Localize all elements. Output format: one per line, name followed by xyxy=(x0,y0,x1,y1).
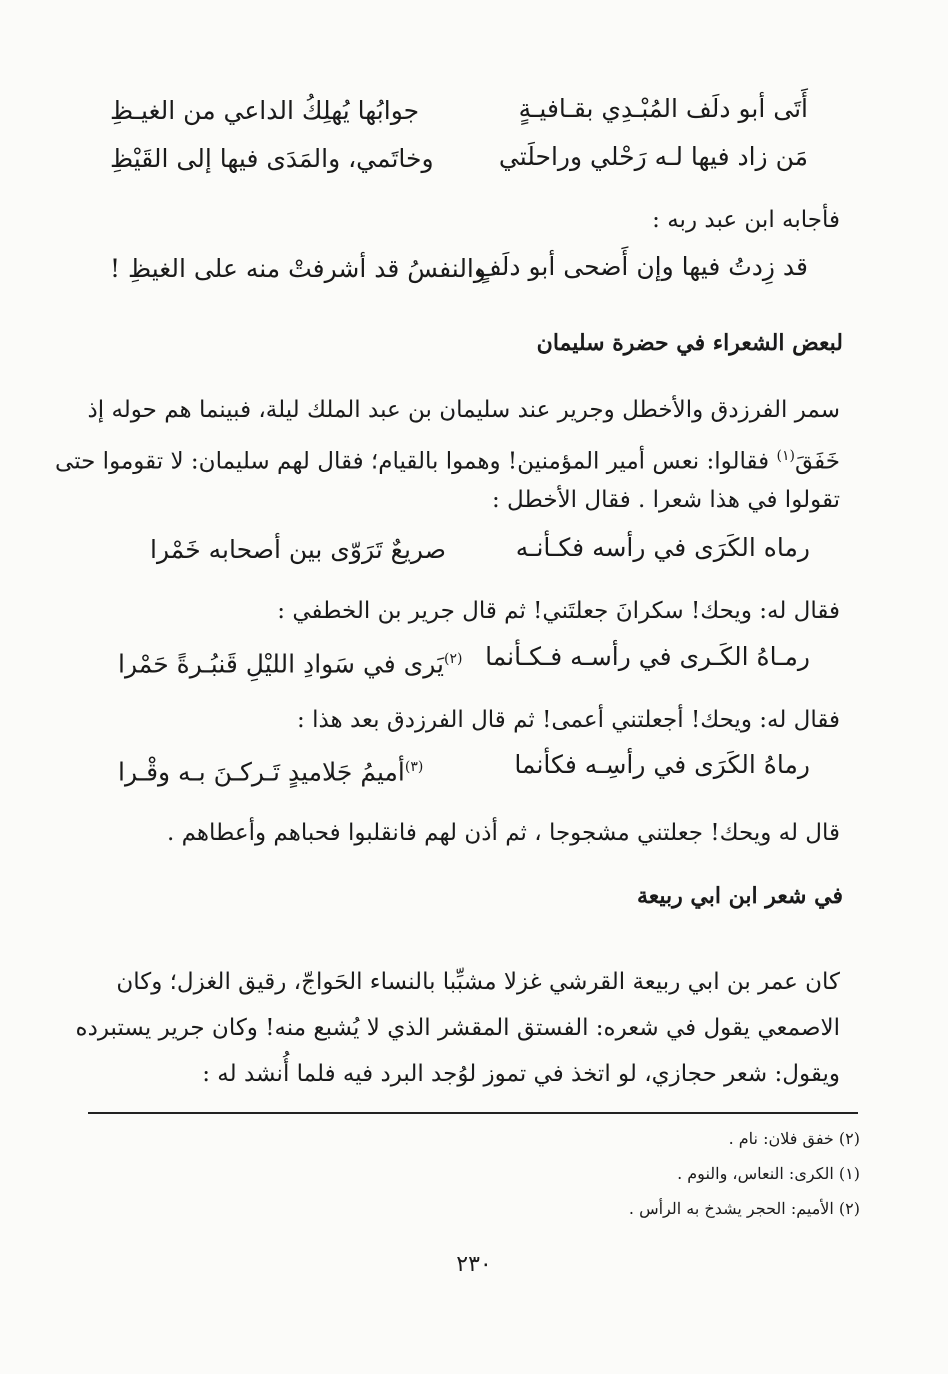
paragraph-line xyxy=(55,439,840,479)
paragraph-line: تقولوا في هذا شعرا . فقال الأخطل : xyxy=(492,487,840,513)
paragraph-text: فقالوا: نعس أمير المؤمنين! وهموا بالقيام؛ فقال لهم سليمان: لا تقوموا حتى xyxy=(55,448,777,475)
paragraph-line: كان عمر بن ابي ربيعة القرشي غزلا مشبِّبا بالنساء الحَواجّ، رقيق الغزل؛ وكان xyxy=(116,969,840,995)
paragraph-line: الاصمعي يقول في شعره: الفستق المقشر الذي لا يُشبع منه! وكان جرير يستبرده xyxy=(75,1015,840,1041)
verse-hemistich-left: وخاتَمي، والمَدَى فيها إلى القَيْظِ xyxy=(110,144,434,173)
verse-hemistich-right: رماهُ الكَرَى في رأسِـه فكأنما xyxy=(514,750,810,779)
section-heading: في شعر ابن ابي ربيعة xyxy=(636,883,843,909)
footnote-ref: (٢) xyxy=(444,651,463,667)
verse-hemistich-left: والنفسُ قد أشرفتْ منه على الغيظِ ! xyxy=(110,254,486,283)
verse-hemistich-left: $^{(٢)}$يَرى في سَوادِ الليْلِ قَنبُـرةً حَمْرا xyxy=(118,649,463,679)
footnote: (١) الكرى: النعاس، والنوم . xyxy=(677,1164,860,1183)
verse-hemistich-right: رمـاهُ الكَـرى في رأسـه فـكـأنما xyxy=(485,642,810,671)
verse-hemistich-right: قد زِدتُ فيها وإن أَضحى أبو دلَفٍ xyxy=(475,252,808,281)
paragraph-line: ويقول: شعر حجازي، لو اتخذ في تموز لوُجد البرد فيه فلما أُنشد له : xyxy=(202,1061,840,1087)
page-number: ٢٣٠ xyxy=(456,1252,492,1277)
footnote-ref: (١) xyxy=(776,448,795,464)
verse-hemistich-left: $^{(٣)}$أميمُ جَلاميدٍ تَـركـنَ بـه وقْـرا xyxy=(118,757,424,787)
footnote-divider xyxy=(88,1112,858,1114)
response-line: فقال له: ويحك! أجعلتني أعمى! ثم قال الفرزدق بعد هذا : xyxy=(297,707,840,733)
verse-hemistich-right: أَتَى أبو دلَف المُبْـدِي بقـافيـةٍ xyxy=(518,94,808,123)
footnote: (٢) خفق فلان: نام . xyxy=(728,1129,860,1148)
section-heading: لبعض الشعراء في حضرة سليمان xyxy=(536,330,843,356)
verse-hemistich-left: صريعٌ تَرَوّى بين أصحابه خَمْرا xyxy=(150,535,446,564)
footnote-ref: (٣) xyxy=(404,759,424,775)
footnoted-word: خَفَقَ xyxy=(794,448,840,475)
footnote: (٢) الأميم: الحجر يشدخ به الرأس . xyxy=(628,1199,860,1218)
verse-hemistich-left: جوابُها يُهلِكُ الداعي من الغيـظِ xyxy=(110,96,420,125)
paragraph-line: سمر الفرزدق والأخطل وجرير عند سليمان بن عبد الملك ليلة، فبينما هم حوله إذ xyxy=(87,397,840,423)
verse-hemistich-right: مَن زاد فيها لـه رَحْلي وراحلَتي xyxy=(498,142,808,171)
response-line: فقال له: ويحك! سكرانَ جعلتَني! ثم قال جرير بن الخطفي : xyxy=(277,598,840,624)
reply-intro: فأجابه ابن عبد ربه : xyxy=(652,207,840,233)
verse-hemistich-right: رماه الكَرَى في رأسه فكـأنـه xyxy=(515,533,810,562)
closing-line: قال له ويحك! جعلتني مشجوجا ، ثم أذن لهم فانقلبوا فحباهم وأعطاهم . xyxy=(166,820,840,846)
